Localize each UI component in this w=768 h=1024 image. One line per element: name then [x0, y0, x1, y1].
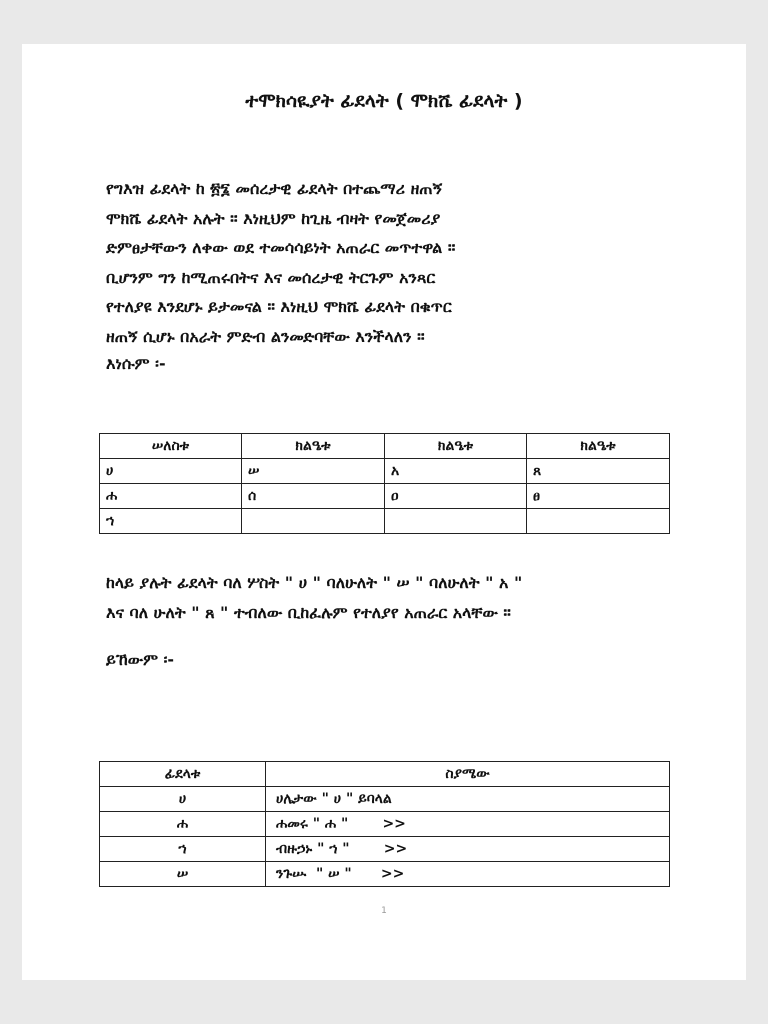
- paragraph-line: ዘጠኝ ሲሆኑ በአራት ምድብ ልንመድባቸው እንችላለን ።: [106, 326, 425, 346]
- table-cell: አ: [385, 459, 527, 484]
- table-row: [100, 812, 670, 837]
- table-cell: [242, 509, 385, 534]
- table-header-row: [100, 434, 670, 459]
- table-cell: ሠ: [242, 459, 385, 484]
- page-title: ተሞክሳዪያት ፊደላት ( ሞክሼ ፊደላት ): [245, 90, 523, 112]
- table-cell: ሰ: [242, 484, 385, 509]
- table-row: [100, 862, 670, 887]
- table-cell: ሀሌታው " ሀ " ይባላል: [266, 787, 670, 812]
- table-header-cell: ክልዔቱ: [385, 434, 527, 459]
- document-page: [22, 44, 746, 980]
- table-header-cell: ፊደላቱ: [100, 762, 266, 787]
- table-row: [100, 459, 670, 484]
- table-row: [100, 509, 670, 534]
- table-cell: ኀ: [100, 837, 266, 862]
- table-cell: [527, 509, 670, 534]
- table-cell: ዐ: [385, 484, 527, 509]
- table-cell: ሐ: [100, 812, 266, 837]
- table-header-cell: ክልዔቱ: [242, 434, 385, 459]
- table-cell: ፀ: [527, 484, 670, 509]
- table-cell: [385, 509, 527, 534]
- table-header-row: [100, 762, 670, 787]
- paragraph-line: ሞክሼ ፊደላት አሉት ። እነዚህም ከጊዜ ብዛት የመጀመሪያ: [106, 208, 441, 228]
- paragraph-line: ከላይ ያሉት ፊደላት ባለ ሦስት " ሀ " ባለሁለት " ሠ " ባለሁለት " አ ": [106, 573, 523, 592]
- paragraph-line: የተለያዩ እንደሆኑ ይታመናል ። እነዚህ ሞክሼ ፊደላት በቁጥር: [106, 297, 452, 316]
- table-cell: ጸ: [527, 459, 670, 484]
- page-number: 1: [381, 906, 387, 916]
- table-cell: ሠ: [100, 862, 266, 887]
- table-row: [100, 837, 670, 862]
- table-row: [100, 484, 670, 509]
- table-cell: ኀ: [100, 509, 242, 534]
- letter-names-table: [99, 761, 670, 887]
- intro-paragraph: [106, 174, 666, 351]
- list-intro-label: እነሱም ፡-: [106, 354, 166, 373]
- table-row: [100, 787, 670, 812]
- explanation-paragraph: [106, 568, 706, 627]
- table-cell: ሐ: [100, 484, 242, 509]
- paragraph-line: ቢሆንም ግን ከሚጠሩበትና እና መሰረታዊ ትርጉም አንጻር: [106, 267, 436, 287]
- names-intro-label: ይኸውም ፡-: [106, 650, 175, 669]
- letter-groups-table: [99, 433, 670, 534]
- paragraph-line: እና ባለ ሁለት " ጸ " ተብለው ቢከፈሉም የተለያየ አጠራር አላቸው ።: [106, 602, 511, 622]
- paragraph-line: የግእዝ ፊደላት ከ ፳፮ መሰረታዊ ፊደላት በተጨማሪ ዘጠኝ: [106, 179, 443, 198]
- table-cell: ሀ: [100, 787, 266, 812]
- table-header-cell: ክልዔቱ: [527, 434, 670, 459]
- table-header-cell: ስያሜው: [266, 762, 670, 787]
- paragraph-line: ድምፀታቸውን ለቀው ወደ ተመሳሳይነት አጠራር መጥተዋል ።: [106, 238, 456, 257]
- table-cell: ብዙኃኑ " ኀ " >>: [266, 837, 670, 862]
- table-cell: ሐመሩ " ሐ " >>: [266, 812, 670, 837]
- table-cell: ንጉሡ " ሠ " >>: [266, 862, 670, 887]
- table-header-cell: ሠለስቱ: [100, 434, 242, 459]
- table-cell: ሀ: [100, 459, 242, 484]
